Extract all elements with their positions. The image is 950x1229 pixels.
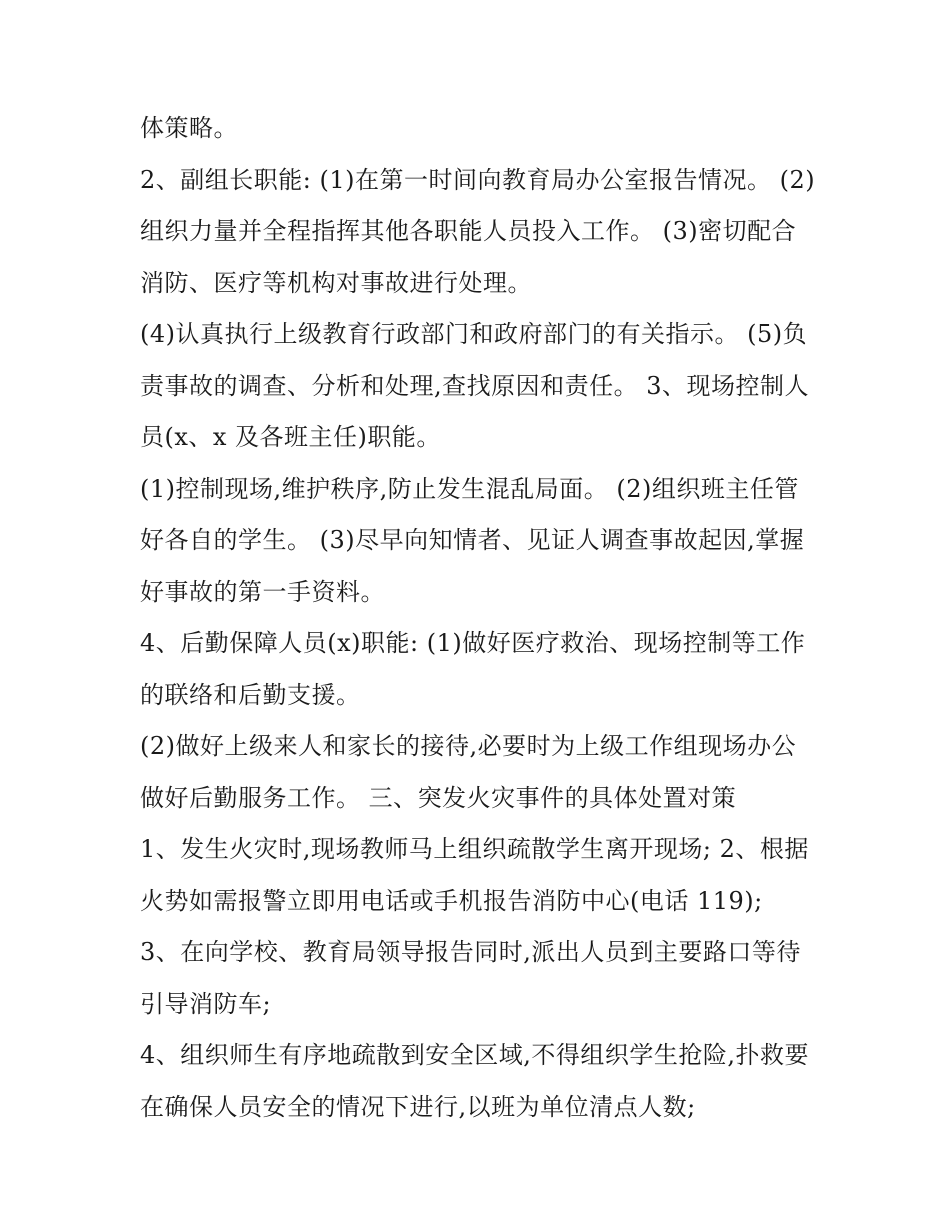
text-line: (4)认真执行上级教育行政部门和政府部门的有关指示。 (5)负 — [140, 320, 808, 348]
text-line: 体策略。 — [140, 114, 238, 142]
text-line: 消防、医疗等机构对事故进行处理。 — [140, 269, 532, 297]
text-line: 好事故的第一手资料。 — [140, 578, 385, 606]
text-line: 好各自的学生。 (3)尽早向知情者、见证人调查事故起因,掌握 — [140, 526, 805, 554]
text-line: 4、组织师生有序地疏散到安全区域,不得组织学生抢险,扑救要 — [140, 1041, 810, 1069]
text-line: 在确保人员安全的情况下进行,以班为单位清点人数; — [140, 1093, 696, 1121]
text-line: 4、后勤保障人员(x)职能: (1)做好医疗救治、现场控制等工作 — [140, 629, 806, 657]
text-line: (1)控制现场,维护秩序,防止发生混乱局面。 (2)组织班主任管 — [140, 475, 799, 503]
text-line: 引导消防车; — [140, 990, 272, 1018]
text-line: 责事故的调查、分析和处理,查找原因和责任。 3、现场控制人 — [140, 372, 810, 400]
text-line: 火势如需报警立即用电话或手机报告消防中心(电话 119); — [140, 887, 763, 915]
text-line: 做好后勤服务工作。 三、突发火灾事件的具体处置对策 — [140, 784, 737, 812]
text-line: 的联络和后勤支援。 — [140, 681, 361, 709]
text-line: 组织力量并全程指挥其他各职能人员投入工作。 (3)密切配合 — [140, 217, 797, 245]
text-line: 1、发生火灾时,现场教师马上组织疏散学生离开现场; 2、根据 — [140, 835, 809, 863]
text-line: (2)做好上级来人和家长的接待,必要时为上级工作组现场办公 — [140, 732, 797, 760]
text-line: 3、在向学校、教育局领导报告同时,派出人员到主要路口等待 — [140, 938, 801, 966]
text-line: 2、副组长职能: (1)在第一时间向教育局办公室报告情况。 (2) — [140, 166, 816, 194]
text-line: 员(x、x 及各班主任)职能。 — [140, 423, 441, 451]
